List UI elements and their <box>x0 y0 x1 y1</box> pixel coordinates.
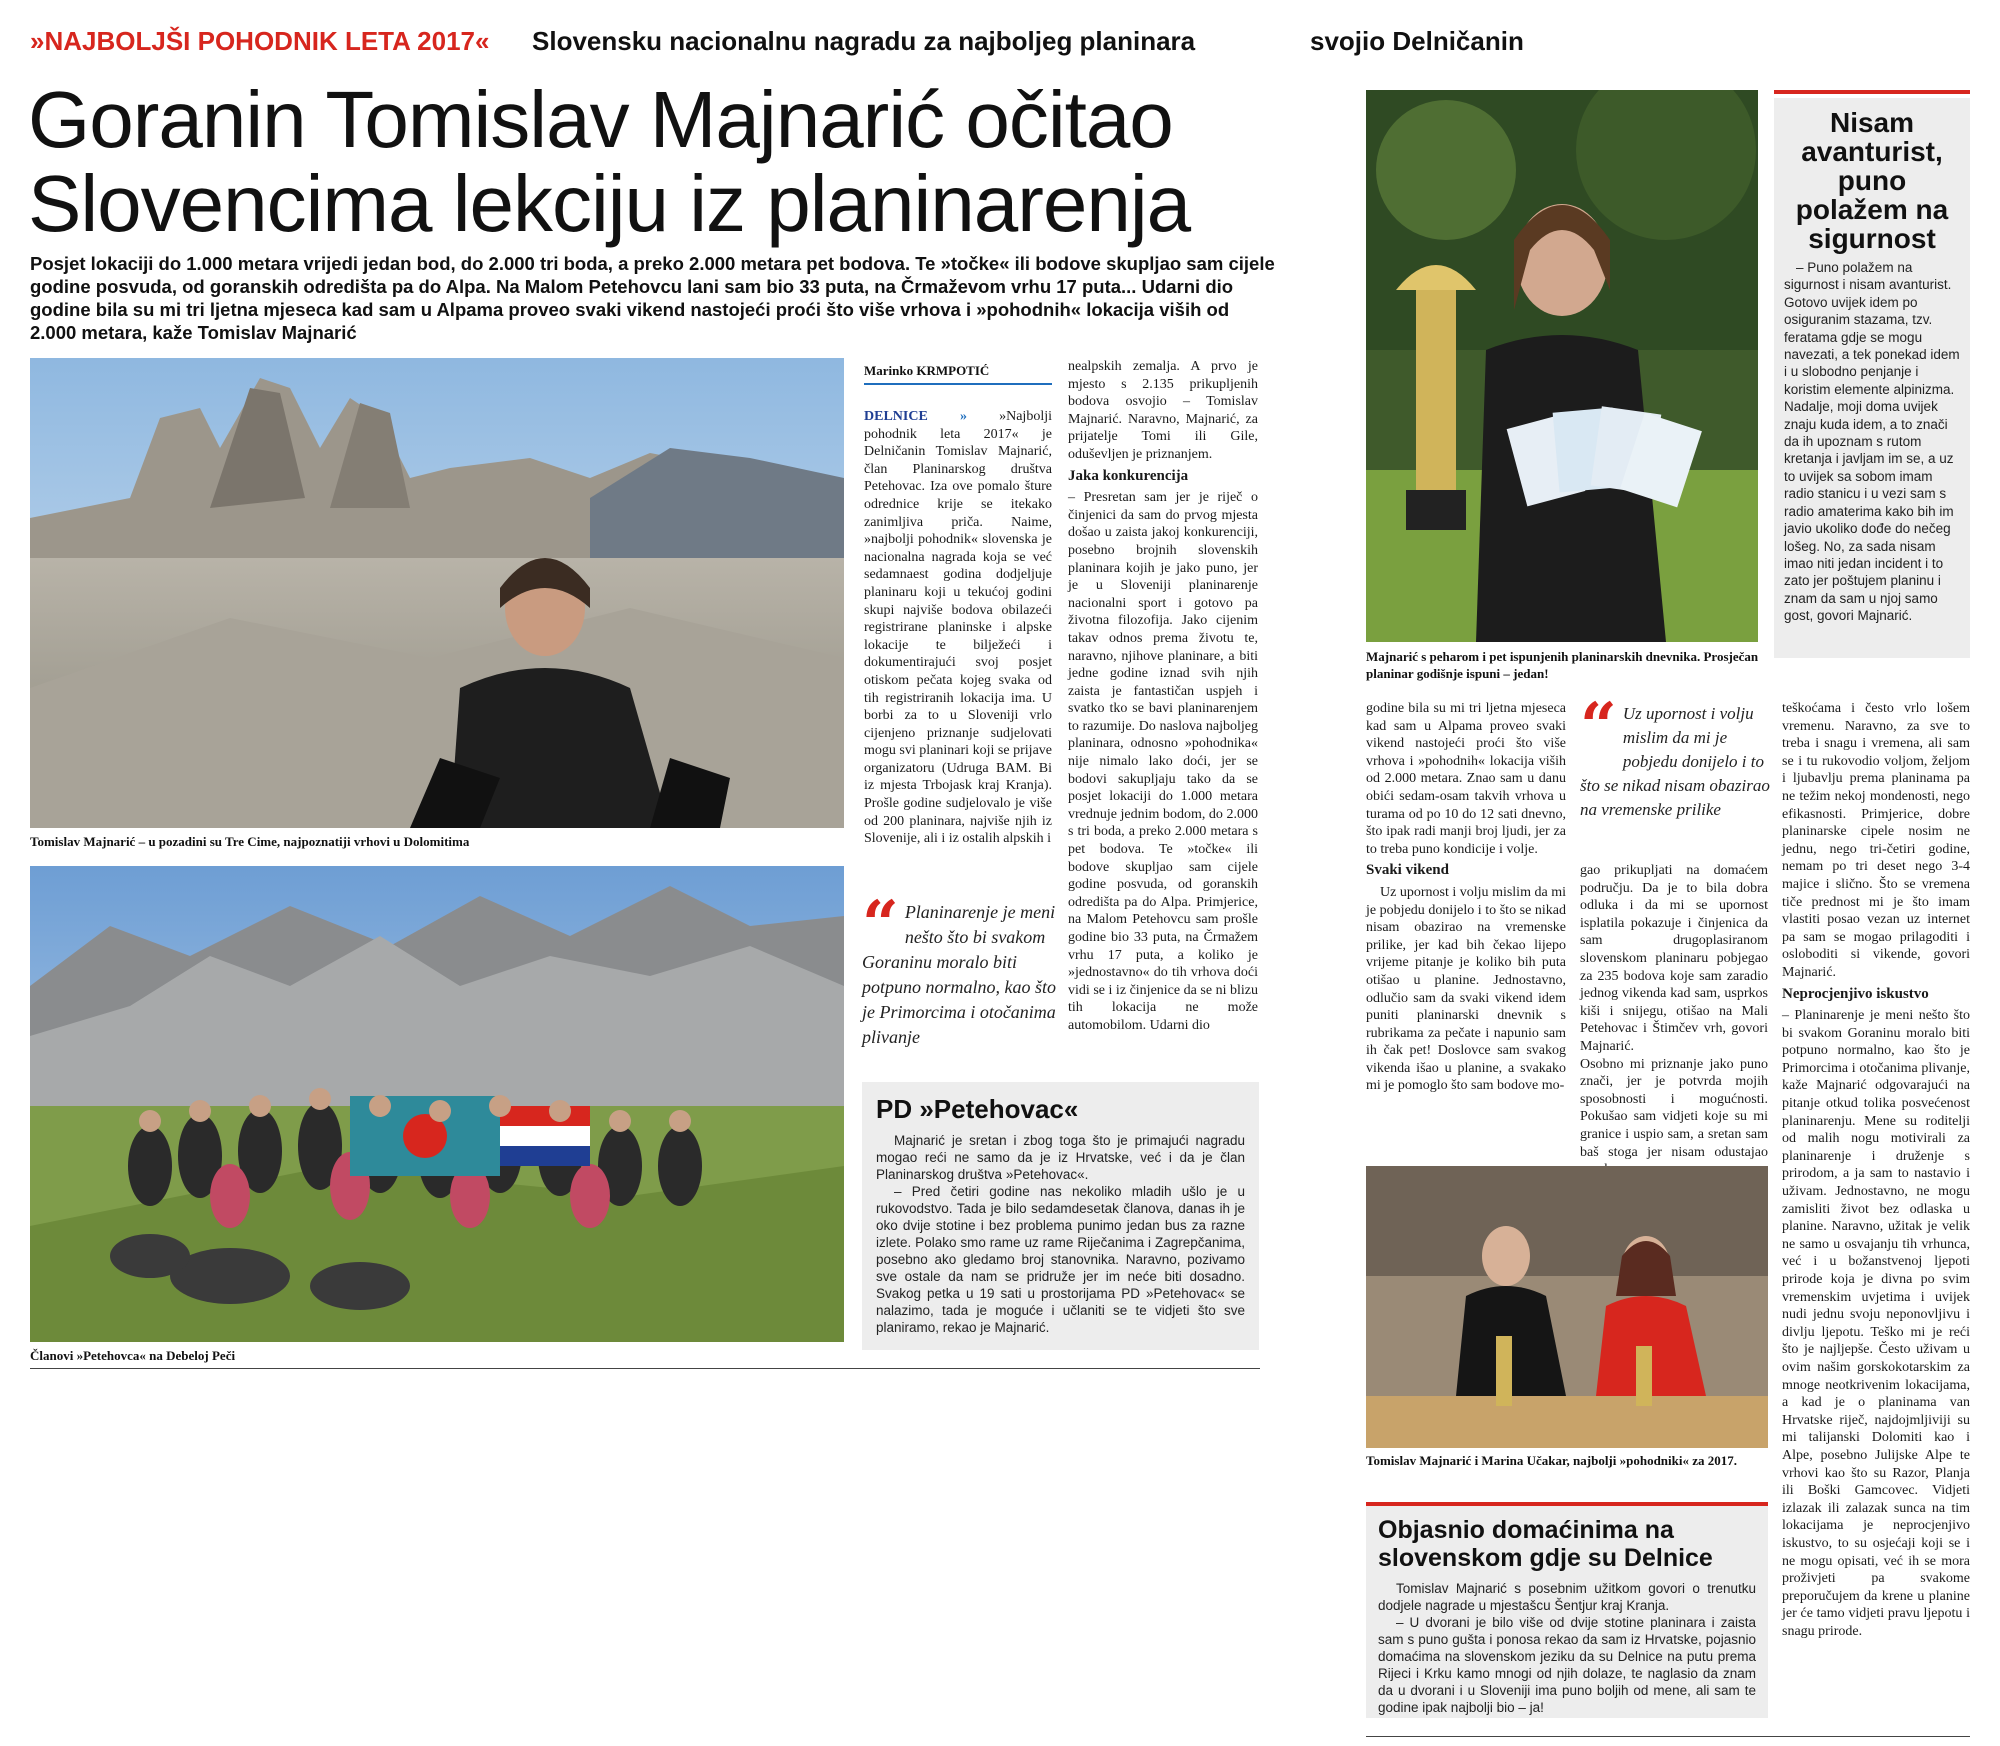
article-column-4: gao prikupljati na domaćem području. Da je to bila dobra odluka i da mi se upornost isplatila pokazuje i činjenica da sam drugoplasiranom slovenskom planinaru pobjegao za 235 bodova koje sam zaradio jednog vikenda kad sam, usprkos kiši i snijegu, otišao na Mali Petehovac i Štimčev vrh, govori Majnarić. Osobno mi priznanje jako puno znači, jer je potvrda mojih sposobnosti i mogućnosti. Pokušao sam vidjeti koje su mi granice i uspio sam, a sretan sam baš stoga jer nisam odustajao <box>1580 863 1768 1160</box>
page-bottom-rule-right <box>1366 1736 1970 1737</box>
headline-line-1: Goranin Tomislav Majnarić očitao <box>28 75 1173 164</box>
sidebar-box-delnice <box>1366 1506 1768 1718</box>
author-name: Marinko KRMPOTIĆ <box>864 362 1052 385</box>
column-2-text-a: nealpskih zemalja. A prvo je mjesto s 2.135 prikupljenih bodova osvojio – Tomislav Majnarić. Naravno, Majnarić, za prijatelje Tomi ili Gile, oduševljen je priznanjem. <box>1068 359 1258 462</box>
pull-quote-1 <box>862 887 1057 1050</box>
subhead-jaka-konkurencija: Jaka konkurencija <box>1068 467 1189 484</box>
column-5-text-1: teškoćama i često vrlo lošem vremenu. Naravno, za sve to treba i snagu i vremena, ali sam se i tu rukovodio voljom, željom i ljubavlju prema planinama pa ne težim nekoj mondenosti, nego efikasnosti. Primjerice, dobre planinarske cipele nosim ne jednu, nego tri-četiri godine, nemam po tri deset nego 3-4 majice i slično. Što se vremena tiče prednost mi je što imam vlastiti posao vezan uz internet pa sam se mogao prilagoditi i osloboditi si vikende, govori Majnarić. <box>1782 701 1970 980</box>
column-2-text-b: – Presretan sam jer je riječ o činjenici da sam do prvog mjesta došao u zaista jakoj konkurenciji, posebno brojnih slovenskih planinara kojih je jako puno, jer je u Sloveniji planinarenje nacionalni sport i gotovo pa životna filozofija. Jako cijenim takav odnos prema životu te, naravno, njihove planinare, a biti jedne godine iznad svih njih zaista je fantastičan uspjeh i svatko tko se bavi planinarenjem to razumije. Do naslova najboljeg planinara, odnosno »pohodnika« nije nimalo lako doći, jer se bodovi sakupljaju tako da se posjet lokaciji do 1.000 metara vrednuje jednim bodom, do 2.000 s tri boda, a preko 2.000 metara s pet bodova. Te »točke« ili bodove skupljao sam cijele godine posvuda, od goranskih odredišta pa do Alpa. Primjerice, na Malom Petehovcu sam prošle godine bio 33 puta, na Črmažem vrhu 17 puta, a koliko je »jednostavno« do tih vrhova doći vidi se i iz činjenice da se ni blizu tih lokacija ne može automobilom. Udarni dio <box>1068 490 1258 1033</box>
pull-quote-2 <box>1580 689 1770 822</box>
sidebar-text: – Puno polažem na sigurnost i nisam avanturist. Gotovo uvijek idem po osiguranim stazama, tzv. feratama gdje se mogu navezati, a tek ponekad idem i u slobodno penjanje i koristim elemente alpinizma. Nadalje, moji doma uvijek znaju kuda idem, a to znači da ih upoznam s rutom kretanja i javljam im se, a uz to uvijek sa sobom imam radio stanicu i u vezi sam s radio amaterima kako bih im javio ukoliko dođe do nečeg lošeg. No, za sada nisam imao niti jedan incident i to zato jer poštujem planinu i znam da sam u njoj samo gost, govori Majnarić. <box>1784 260 1960 624</box>
photo-caption-1: Tomislav Majnarić – u pozadini su Tre Cime, najpoznatiji vrhovi u Dolomitima <box>30 834 470 849</box>
dateline-arrow-icon: » <box>943 409 984 424</box>
kicker-subtitle: Slovensku nacionalnu nagradu za najboljeg planinara <box>532 26 1196 56</box>
page-bottom-rule-left <box>30 1368 1260 1369</box>
article-column-2 <box>1068 358 1258 1035</box>
subhead-neprocjenjivo-iskustvo: Neprocjenjivo iskustvo <box>1782 985 1929 1002</box>
box-petehovac-text-1: Majnarić je sretan i zbog toga što je primajući nagradu mogao reći ne samo da je iz Hrvatske, već i da je član Planinarskog društva »Petehovac«. <box>876 1133 1245 1182</box>
dateline: DELNICE <box>864 409 928 424</box>
photo-tre-cime <box>30 358 844 828</box>
headline-line-2: Slovencima lekciju iz planinarenja <box>28 159 1191 248</box>
box-petehovac-text-2: – Pred četiri godine nas nekoliko mladih ušlo je u rukovodstvo. Tada je bilo sedamdesetak članova, danas ih je oko dvije stotine i bez problema punimo jedan bus za razne izlete. Polako smo rame uz rame Riječanima i Zagrepčanima, posebno ako gledamo broj stanovnika. Naravno, pozivamo sve ostale da nam se pridruže jer im neće biti dosadno. Svakog petka u 19 sati u prostorijama PD »Petehovac« se nalazimo, tada je moguće i učlaniti se te vidjeti što sve planiramo, rekao je Majnarić. <box>876 1184 1245 1335</box>
author-byline <box>864 362 1052 385</box>
photo-caption-3: Majnarić s peharom i pet ispunjenih planinarskih dnevnika. Prosječan planinar godišnje ispuni – jedan! <box>1366 649 1759 681</box>
sidebar-nisam-avanturist <box>1774 98 1970 658</box>
article-column-1 <box>864 408 1052 848</box>
kicker-red: »NAJBOLJŠI POHODNIK LETA 2017« <box>30 26 490 56</box>
article-column-3 <box>1366 700 1566 1095</box>
photo-award-winners <box>1366 1166 1768 1448</box>
column-3-text-2: Uz upornost i volju mislim da mi je pobjedu donijelo i to što se nikad nisam obazirao na vremenske prilike, jer kad bih čekao lijepo vrijeme pitanje je koliko bih puta otišao u planine. Jednostavno, odlučio sam da svaki vikend idem puniti planinarski dnevnik s rubrikama za pečate i napunio sam ih čak pet! Doslovce sam svakog vikenda išao u planine, a svakako mi je pomoglo što sam bodove mo- <box>1366 884 1566 1094</box>
photo-trophy-diaries <box>1366 90 1758 642</box>
headline <box>28 75 1278 248</box>
box-title-petehovac: PD »Petehovac« <box>876 1094 1079 1124</box>
box-title-delnice: Objasnio domaćinima na slovenskom gdje su Delnice <box>1378 1516 1713 1572</box>
column-3-text-1: godine bila su mi tri ljetna mjeseca kad sam u Alpama proveo svaki vikend nastojeći proći što više vrhova i »pohodnih« lokacija viših od 2.000 metara. Znao sam u danu obići sedam-osam takvih vrhova u turama od po 10 do 12 sati dnevno, što ipak radi manji broj ljudi, jer za to treba puno kondicije i volje. <box>1366 701 1566 857</box>
sidebar-title: Nisam avanturist, puno polažem na sigurnost <box>1795 107 1949 254</box>
column-1-text: »Najbolji pohodnik leta 2017« je Delničanin Tomislav Majnarić, član Planinarskog društva Petehovac. Iza ove pomalo šture odrednice krije se itekako zanimljiva priča. Naime, »najbolji pohodnik« slovenska je nacionalna nagrada koja se već sedamnaest godina dodjeljuje planinaru koji u tekućoj godini skupi najviše bodova obilazeći registrirane planinske i alpske lokacije te bilježeći i dokumentirajući svoj posjet otiskom pečata kojeg svaka od tih registriranih lokacija ima. U borbi za to u Sloveniji vrlo cijenjeno priznanje sudjelovati mogu svi planinari koji se prijave organizatoru (Udruga BAM. Bi iz mjesta Trbojask kraj Kranja). Prošle godine sudjelovalo je više od 200 planinara, najviše njih iz Slovenije, ali i iz ostalih alpskih i <box>864 409 1052 847</box>
photo-caption-2: Članovi »Petehovca« na Debeloj Peči <box>30 1348 236 1363</box>
kicker-continuation: svojio Delničanin <box>1310 26 1524 56</box>
lead-paragraph: Posjet lokaciji do 1.000 metara vrijedi jedan bod, do 2.000 tri boda, a preko 2.000 metara pet bodova. Te »točke« ili bodove skupljao sam cijele godine posvuda, od goranskih odredišta pa do Alpa. Na Malom Petehovcu lani sam bio 33 puta, na Črmaževom vrhu 17 puta... Udarni dio godine bila su mi tri ljetna mjeseca kad sam u Alpama proveo svaki vikend nastojeći proći što više vrhova i »pohodnih« lokacija viših od 2.000 metara, kaže Tomislav Majnarić <box>30 253 1275 343</box>
sidebar-red-bar <box>1774 90 1970 94</box>
quote-mark-icon: “ <box>1580 689 1617 764</box>
pull-quote-2-text: Uz upornost i volju mislim da mi je pobjedu donijelo i to što se nikad nisam obazirao na vremenske prilike <box>1580 704 1770 819</box>
pull-quote-1-text: Planinarenje je meni nešto što bi svakom Goraninu moralo biti potpuno normalno, kao što je Primorcima i otočanima plivanje <box>862 902 1057 1047</box>
box-delnice-text-1: Tomislav Majnarić s posebnim užitkom govori o trenutku dodjele nagrade u mjestašcu Šentjur kraj Kranja. <box>1378 1581 1756 1613</box>
photo-caption-4: Tomislav Majnarić i Marina Učakar, najbolji »pohodniki« za 2017. <box>1366 1453 1738 1468</box>
photo-group-debela-pec <box>30 866 844 1342</box>
subhead-svaki-vikend: Svaki vikend <box>1366 862 1449 879</box>
sidebar-box-petehovac <box>862 1082 1259 1350</box>
box-delnice-text-2: – U dvorani je bilo više od dvije stotine planinara i zaista sam s puno gušta i ponosa rekao da sam iz Hrvatske, pojasnio domaćima na slovenskom jeziku da su Delnice na putu prema Rijeci i Krku kamo mnogi od njih dolaze, te naglasio da znam da u dvorani i u Sloveniji ima puno boljih od mene, ali sam te godine ipak najbolji bio – ja! <box>1378 1615 1756 1715</box>
quote-mark-icon: “ <box>862 887 899 962</box>
article-column-5 <box>1782 700 1970 1640</box>
column-5-text-2: – Planinarenje je meni nešto što bi svakom Goraninu moralo biti potpuno normalno, kao što je Primorcima i otočanima plivanje, kaže Majnarić odgovarajući na pitanje otkud tolika posvećenost planinarenju. Mene su roditelji od malih nogu motivirali za planinarenje i druženje s prirodom, a ja sam to nastavio i uživam. Jednostavno, ne mogu zamisliti život bez odlaska u planine. Naravno, užitak je velik ne samo u osvajanju tih vrhunca, već i u božanstvenoj ljepoti prirode koja je divna po svim vremenskim uvjetima i uvijek nudi jednu svoju neponovljivu i divlju ljepotu. Teško mi je reći što je najljepše. Često uživam u ovim našim gorskokotarskim za mnoge neotkrivenim lokacijama, a kad je o planinama van Hrvatske riječ, najdojmljiviji su mi talijanski Dolomiti kao i Alpe, posebno Julijske Alpe te vrhovi kao što su Razor, Planja ili Boški Gamcovec. Vidjeti izlazak ili zalazak sunca na tim lokacijama je neprocjenjivo iskustvo, to su osjećaji koji se i ne mogu opisati, već ih se mora proživjeti pa svakome preporučujem da krene u planine jer će tamo vidjeti pravu ljepotu i snagu prirode. <box>1782 1008 1970 1639</box>
